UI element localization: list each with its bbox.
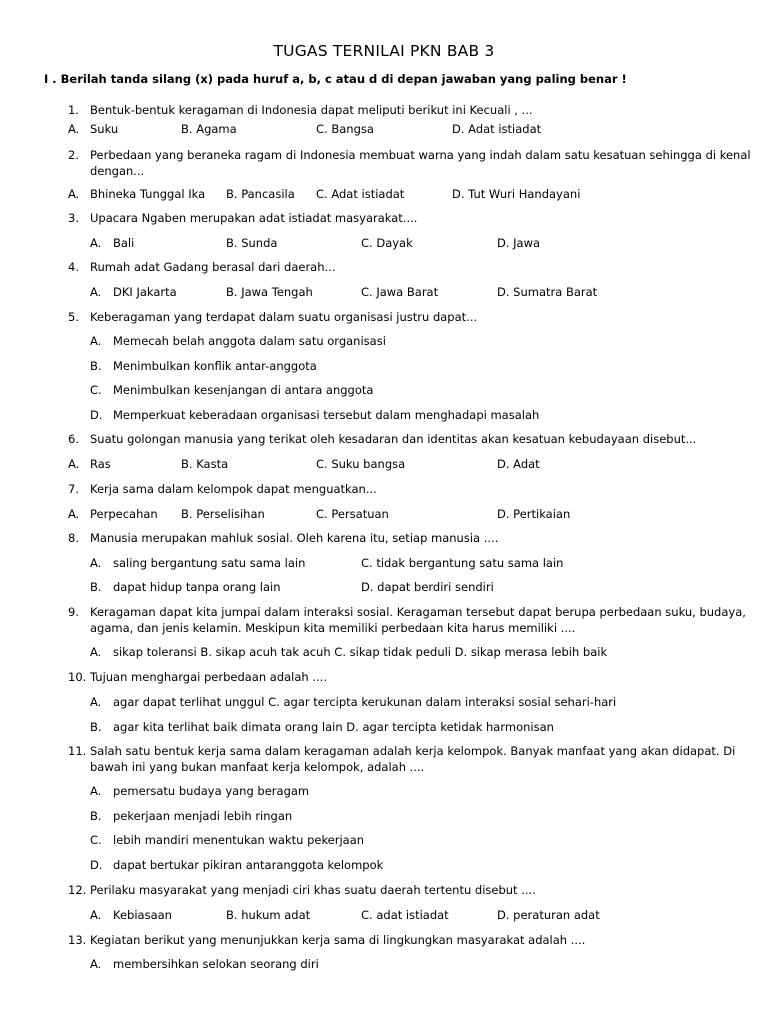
option-text: C. Jawa Barat: [361, 285, 439, 299]
question-text: Suatu golongan manusia yang terikat oleh kesadaran dan identitas akan kesatuan kebudayaan disebut...: [90, 432, 697, 446]
option-text: membersihkan selokan seorang diri: [113, 957, 319, 971]
option-text: B. Jawa Tengah: [226, 285, 313, 299]
question-text: bawah ini yang bukan manfaat kerja kelompok, adalah ....: [90, 760, 425, 774]
option-text: Perpecahan: [90, 507, 158, 521]
option-text: B. hukum adat: [226, 908, 311, 922]
question-text: Keragaman dapat kita jumpai dalam interaksi sosial. Keragaman tersebut dapat berupa perbedaan suku, budaya,: [90, 605, 746, 619]
option-text: agar dapat terlihat unggul C. agar tercipta kerukunan dalam interaksi sosial sehari-hari: [113, 695, 617, 709]
question-text: Salah satu bentuk kerja sama dalam keragaman adalah kerja kelompok. Banyak manfaat yang akan didapat. Di: [90, 744, 736, 758]
option-letter: B.: [90, 359, 102, 373]
option-text: Menimbulkan kesenjangan di antara anggota: [113, 383, 374, 397]
option-text: lebih mandiri menentukan waktu pekerjaan: [113, 833, 365, 847]
option-letter: A.: [90, 556, 102, 570]
option-text: C. tidak bergantung satu sama lain: [361, 556, 564, 570]
question-number: 12.: [68, 883, 87, 897]
option-text: C. Bangsa: [316, 122, 374, 136]
option-letter: B.: [90, 720, 102, 734]
option-text: C. Adat istiadat: [316, 187, 405, 201]
option-text: B. Agama: [181, 122, 237, 136]
question-text: agama, dan jenis kelamin. Meskipun kita memiliki perbedaan kita harus memiliki ....: [90, 621, 576, 635]
question-number: 13.: [68, 933, 87, 947]
option-text: C. adat istiadat: [361, 908, 449, 922]
question-text: Manusia merupakan mahluk sosial. Oleh karena itu, setiap manusia ....: [90, 531, 499, 545]
question-text: Rumah adat Gadang berasal dari daerah...: [90, 260, 336, 274]
option-text: Bali: [113, 236, 135, 250]
option-text: D. Sumatra Barat: [497, 285, 598, 299]
question-number: 7.: [68, 482, 79, 496]
question-number: 8.: [68, 531, 79, 545]
option-letter: A.: [68, 122, 80, 136]
option-letter: A.: [90, 908, 102, 922]
option-text: Suku: [90, 122, 119, 136]
option-text: D. Adat: [497, 457, 540, 471]
page-title: TUGAS TERNILAI PKN BAB 3: [273, 42, 495, 60]
option-letter: A.: [90, 236, 102, 250]
option-text: agar kita terlihat baik dimata orang lain D. agar tercipta ketidak harmonisan: [113, 720, 554, 734]
question-text: Perbedaan yang beraneka ragam di Indonesia membuat warna yang indah dalam satu kesatuan sehingga di kenal: [90, 148, 751, 162]
option-text: Kebiasaan: [113, 908, 172, 922]
question-text: Perilaku masyarakat yang menjadi ciri khas suatu daerah tertentu disebut ....: [90, 883, 536, 897]
option-text: D. Pertikaian: [497, 507, 571, 521]
option-letter: A.: [68, 507, 80, 521]
question-number: 10.: [68, 670, 87, 684]
option-letter: D.: [90, 408, 103, 422]
question-number: 1.: [68, 103, 79, 117]
option-text: saling bergantung satu sama lain: [113, 556, 306, 570]
question-text: Upacara Ngaben merupakan adat istiadat masyarakat....: [90, 211, 418, 225]
option-text: Memecah belah anggota dalam satu organisasi: [113, 334, 386, 348]
option-letter: D.: [90, 858, 103, 872]
option-text: C. Persatuan: [316, 507, 389, 521]
option-letter: A.: [90, 645, 102, 659]
option-text: pemersatu budaya yang beragam: [113, 784, 310, 798]
option-letter: A.: [90, 334, 102, 348]
instruction-text: I . Berilah tanda silang (x) pada huruf a, b, c atau d di depan jawaban yang paling benar !: [44, 72, 627, 86]
option-letter: B.: [90, 580, 102, 594]
option-letter: A.: [90, 695, 102, 709]
question-text: Tujuan menghargai perbedaan adalah ....: [90, 670, 327, 684]
option-text: dapat hidup tanpa orang lain: [113, 580, 281, 594]
option-text: B. Pancasila: [226, 187, 295, 201]
option-text: Bhineka Tunggal Ika: [90, 187, 206, 201]
option-letter: A.: [90, 784, 102, 798]
option-text: B. Sunda: [226, 236, 278, 250]
question-number: 3.: [68, 211, 79, 225]
option-text: sikap toleransi B. sikap acuh tak acuh C. sikap tidak peduli D. sikap merasa lebih baik: [113, 645, 608, 659]
question-text: Bentuk-bentuk keragaman di Indonesia dapat meliputi berikut ini Kecuali , ...: [90, 103, 533, 117]
option-text: D. Adat istiadat: [452, 122, 542, 136]
option-text: pekerjaan menjadi lebih ringan: [113, 809, 293, 823]
question-number: 6.: [68, 432, 79, 446]
question-number: 5.: [68, 310, 79, 324]
option-text: Memperkuat keberadaan organisasi tersebut dalam menghadapi masalah: [113, 408, 540, 422]
option-text: D. peraturan adat: [497, 908, 600, 922]
question-text: Kegiatan berikut yang menunjukkan kerja sama di lingkungkan masyarakat adalah ....: [90, 933, 586, 947]
option-letter: A.: [68, 457, 80, 471]
question-text: Keberagaman yang terdapat dalam suatu organisasi justru dapat...: [90, 310, 478, 324]
option-letter: C.: [90, 833, 102, 847]
option-text: Ras: [90, 457, 111, 471]
option-letter: C.: [90, 383, 102, 397]
option-text: dapat bertukar pikiran antaranggota kelompok: [113, 858, 384, 872]
option-letter: A.: [68, 187, 80, 201]
option-text: B. Perselisihan: [181, 507, 265, 521]
option-text: C. Dayak: [361, 236, 413, 250]
option-letter: A.: [90, 285, 102, 299]
question-text: dengan...: [90, 164, 145, 178]
question-number: 9.: [68, 605, 79, 619]
option-text: D. Tut Wuri Handayani: [452, 187, 581, 201]
option-text: B. Kasta: [181, 457, 229, 471]
option-text: C. Suku bangsa: [316, 457, 406, 471]
option-text: DKI Jakarta: [113, 285, 177, 299]
option-text: D. Jawa: [497, 236, 541, 250]
option-text: Menimbulkan konflik antar-anggota: [113, 359, 317, 373]
question-number: 4.: [68, 260, 79, 274]
question-text: Kerja sama dalam kelompok dapat menguatkan...: [90, 482, 377, 496]
question-number: 11.: [68, 744, 87, 758]
option-text: D. dapat berdiri sendiri: [361, 580, 494, 594]
option-letter: B.: [90, 809, 102, 823]
question-number: 2.: [68, 148, 79, 162]
option-letter: A.: [90, 957, 102, 971]
